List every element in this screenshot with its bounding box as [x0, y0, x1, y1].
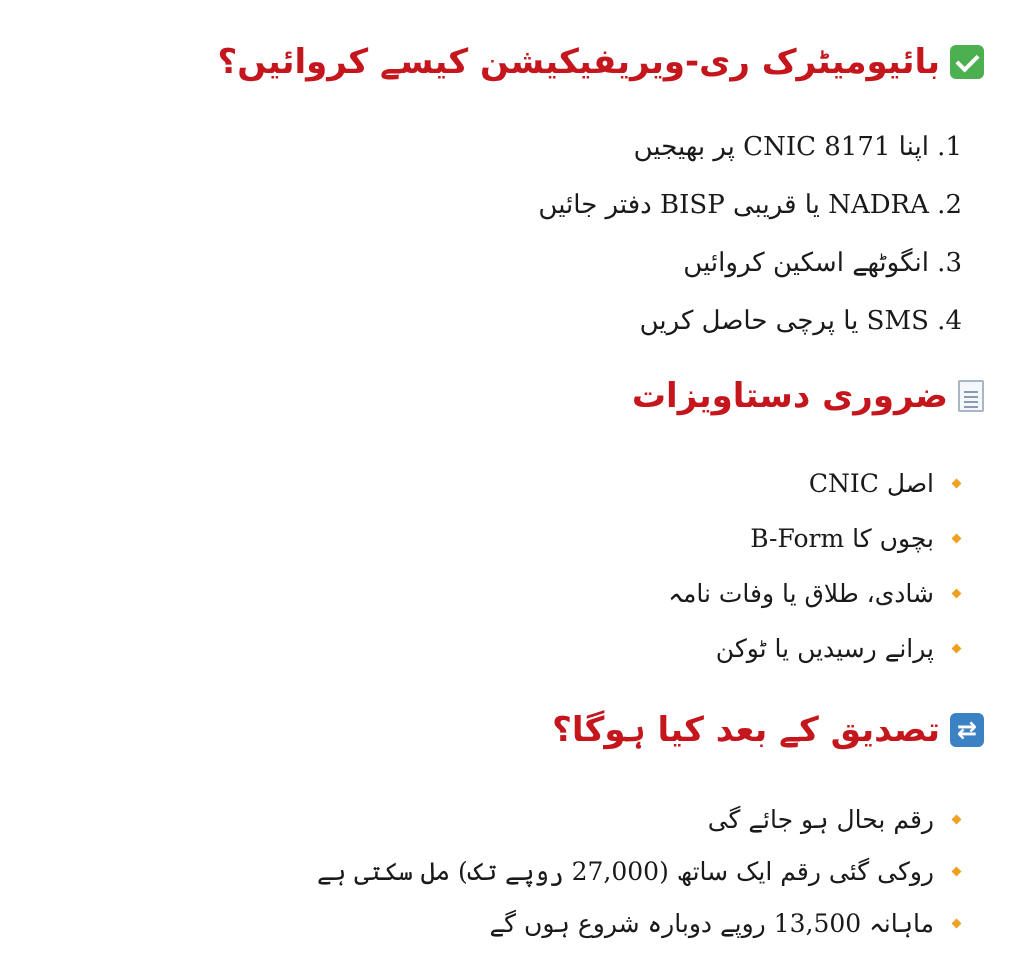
bullet-icon	[952, 533, 962, 543]
document-item	[668, 456, 934, 511]
document-item-text: بچوں کا B-Form	[750, 524, 934, 553]
document-item-text: اصل CNIC	[808, 469, 934, 498]
after-list	[317, 794, 934, 950]
after-item-text: روکی گئی رقم ایک ساتھ (27,000 روپے تک) مل سکتی ہے	[317, 857, 934, 886]
after-item	[317, 794, 934, 846]
section-how-heading	[218, 42, 984, 83]
bullet-icon	[952, 588, 962, 598]
bullet-icon	[952, 919, 962, 929]
section-how-title: بائیومیٹرک ری-ویریفیکیشن کیسے کروائیں؟	[217, 42, 940, 82]
check-mark-icon	[950, 45, 984, 79]
after-item-text: ماہانہ 13,500 روپے دوبارہ شروع ہوں گے	[489, 909, 934, 938]
section-documents-title: ضروری دستاویزات	[631, 376, 948, 416]
step-item: 2. NADRA یا قریبی BISP دفتر جائیں	[538, 190, 962, 220]
section-after-title: تصدیق کے بعد کیا ہوگا؟	[552, 710, 940, 750]
step-item: 4. SMS یا پرچی حاصل کریں	[639, 306, 962, 336]
document-item-text: پرانے رسیدیں یا ٹوکن	[715, 634, 934, 663]
section-after-heading	[552, 710, 984, 751]
step-item: 1. اپنا CNIC 8171 پر بھیجیں	[633, 132, 962, 162]
document-item-text: شادی، طلاق یا وفات نامہ	[668, 579, 934, 608]
document-item	[668, 511, 934, 566]
repeat-icon	[950, 713, 984, 747]
step-item: 3. انگوٹھے اسکین کروائیں	[683, 248, 962, 278]
after-item	[317, 846, 934, 898]
section-documents-heading	[632, 376, 984, 417]
steps-list	[538, 118, 962, 350]
document-item	[668, 621, 934, 676]
after-item-text: رقم بحال ہو جائے گی	[707, 805, 934, 834]
bullet-icon	[952, 815, 962, 825]
bullet-icon	[952, 643, 962, 653]
bullet-icon	[952, 867, 962, 877]
after-item	[317, 898, 934, 950]
document-icon	[958, 380, 984, 412]
documents-list	[668, 456, 934, 676]
document-item	[668, 566, 934, 621]
bullet-icon	[952, 478, 962, 488]
